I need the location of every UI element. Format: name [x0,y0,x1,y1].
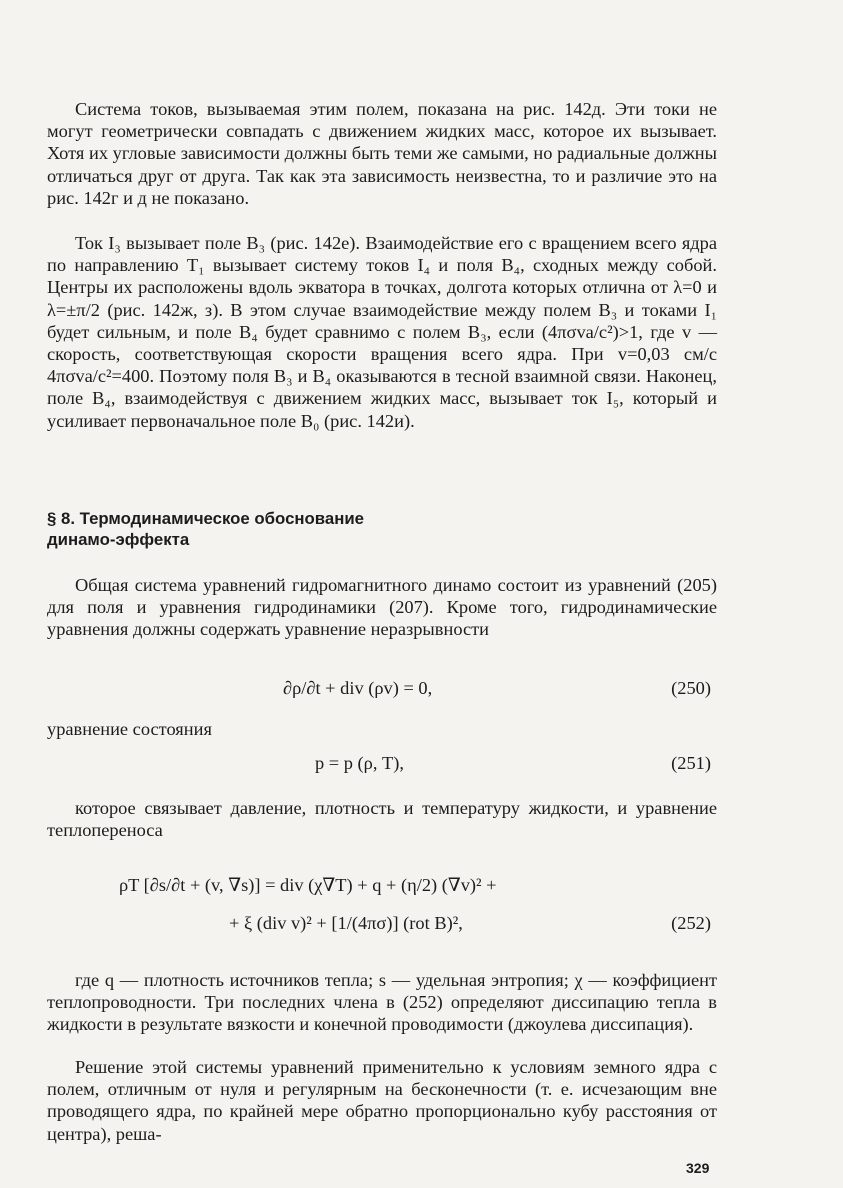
equation-252-line-1-formula: ρT [∂s/∂t + (v, ∇s)] = div (χ∇T) + q + (η/2) (∇v)² + [119,875,497,895]
equation-250 [47,677,717,701]
equation-251 [47,752,717,776]
state-equation-label: уравнение состояния [47,719,212,739]
equation-252-line-1 [47,874,717,898]
equation-250-number: (250) [671,678,711,698]
equation-252-line-2-formula: + ξ (div v)² + [1/(4πσ)] (rot B)², [229,913,463,933]
section-heading-line-2: динамо-эффекта [47,530,190,549]
paragraph-7: Решение этой системы уравнений применительно к условиям земного ядра с полем, отличным от нуля и регулярным на бесконечности (т. е. исчезающим вне проводящего ядра, по крайней мере обратно пропорционально кубу расстояния от центра), реша- [47,1057,717,1144]
paragraph-6: где q — плотность источников тепла; s — удельная энтропия; χ — коэффициент теплопроводности. Три последних члена в (252) определяют диссипацию тепла в жидкости в результате вязкости и конечной проводимости (джоулева диссипация). [47,970,717,1035]
equation-251-formula: p = p (ρ, T), [315,753,405,773]
equation-251-number: (251) [671,753,711,773]
paragraph-3: Общая система уравнений гидромагнитного динамо состоит из уравнений (205) для поля и уравнения гидродинамики (207). Кроме того, гидродинамические уравнения должны содержать уравнение неразрывности [47,575,717,640]
equation-252-number: (252) [671,913,711,933]
page-number: 329 [686,1160,710,1176]
equation-252-line-2 [47,912,717,936]
section-heading [47,508,547,550]
section-heading-line-1: § 8. Термодинамическое обоснование [47,509,365,528]
paragraph-1: Система токов, вызываемая этим полем, показана на рис. 142д. Эти токи не могут геометрически совпадать с движением жидких масс, которое их вызывает. Хотя их угловые зависимости должны быть теми же самыми, но радиальные должны отличаться друг от друга. Так как эта зависимость неизвестна, то и различие это на рис. 142г и д не показано. [47,99,717,208]
paragraph-5: которое связывает давление, плотность и температуру жидкости, и уравнение теплопереноса [47,798,717,841]
paragraph-2: Ток I₃ вызывает поле B₃ (рис. 142е). Взаимодействие его с вращением всего ядра по направлению T₁ вызывает систему токов I₄ и поля B₄, сходных между собой. Центры их расположены вдоль экватора в точках, долгота которых отлична от λ=0 и λ=±π/2 (рис. 142ж, з). В этом случае взаимодействие между полем B₃ и токами I₁ будет сильным, и поле B₄ будет сравнимо с полем B₃, если (4πσva/c²)>1, где v — скорость, соответствующая скорости вращения всего ядра. При v=0,03 см/с 4πσva/c²=400. Поэтому поля B₃ и B₄ оказываются в тесной взаимной связи. Наконец, поле B₄, взаимодействуя с движением жидких масс, вызывает ток I₅, который и усиливает первоначальное поле B₀ (рис. 142и). [47,233,717,431]
equation-250-formula: ∂ρ/∂t + div (ρv) = 0, [283,678,433,698]
